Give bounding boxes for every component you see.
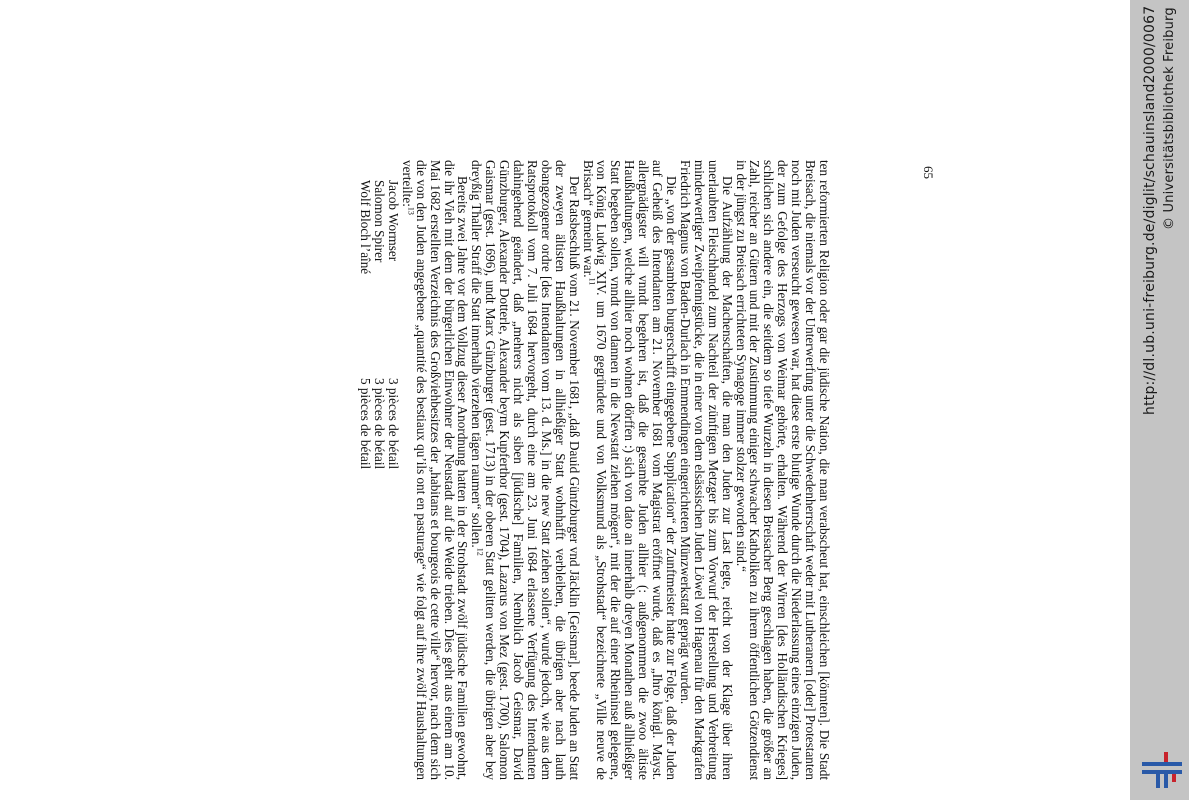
page-number: 65 <box>921 166 936 179</box>
paragraph-5-text: Bereits zwei Jahre vor dem Vollzug dieser Anordnung hatten in der Strohstadt zwölf jüdische Familien gewohnt, die ihr Vieh mit dem der bürgerlichen Einwohner der Neustadt auf die Weide trieben. Dies geht aus einem am 10. Mai 1682 erstellten Verzeichnis des Großviehbesitzes der „habitans et bourgeois de cette ville“ hervor, nach dem sich die von den Juden angegebene „quantité des bestiaux qu’ils ont en pasturage“ wie folgt auf ihre zwölf Haushaltungen verteilte: <box>399 160 471 780</box>
livestock-row <box>386 160 400 780</box>
livestock-count: 5 pièces de bétail <box>358 378 374 470</box>
footnote-ref-13: 13 <box>406 206 416 215</box>
paragraph-4 <box>469 160 580 780</box>
livestock-owner: Jacob Wormser <box>385 180 401 262</box>
paragraph-1 <box>734 160 831 780</box>
livestock-owner: Wolf Bloch l’aîné <box>358 180 374 275</box>
document-url-link[interactable]: http://dl.ub.uni-freiburg.de/diglit/schauinsland2000/0067 <box>1142 5 1158 415</box>
ub-freiburg-logo-icon[interactable] <box>1140 748 1184 792</box>
livestock-count: 3 pièces de bétail <box>372 378 387 470</box>
footnote-ref-11: 11 <box>586 277 596 286</box>
livestock-row <box>372 160 386 780</box>
footnote-ref-12: 12 <box>475 547 485 556</box>
paragraph-3-text: Die „von der gesambten burgerschafft eingegebene Supplication“ der Zunftmeister hatte zur Folge, daß der Juden auf Geheiß des Intendanten am 21. November 1681 vom Magistrat eröffnet wurde, daß es „Ihro königl. Mayst. allergnädigster will vnndt begehren ist, daß die gesambte Juden allhier (: außgenommen die zwoo ältiste Haußhaltungen, welche allhier noch wohnen dörffen :) sich von dato an innerhalb dreyen Monathen auß allhießiger Statt begeben sollen, vnndt von dannen in die Newstatt ziehen mögen“, mit der die auf einer Rheininsel gelegene, von König Ludwig XIV. um 1670 gegründete und von Volksmund als „Strohstadt“ bezeichnete „Ville neuve de Brisach“ gemeint war. <box>580 160 680 780</box>
sidebar-text <box>1130 0 1189 800</box>
paragraph-3 <box>581 160 678 780</box>
paragraph-5 <box>400 160 470 780</box>
page-text-body <box>186 160 831 780</box>
paragraph-2-text: Die Aufzählung der Machenschaften, die man den Juden zur Last legte, reicht von der Klage über ihren unerlaubten Fleischhandel zum Nachteil der zünftigen Metzger bis zum Vorwurf der Herstellung und Verbreitung minderwertiger Zweipfennigstücke, die in einer von dem elsässischen Juden Löwel von Hagenau für den Markgrafen Friedrich Magnus von Baden-Durlach in Emmendingen eingerichteten Münzwerkstatt geprägt wurden. <box>677 160 735 780</box>
paragraph-2 <box>678 160 734 780</box>
paragraph-4-text: Der Ratsbeschluß vom 21. November 1681, „daß Dauid Güntzburger vnd Jäcklin [Geismar], beede Juden an Statt der zweyen ältisten Haußhaltungen in allhießiger Statt wohnhafft verbleiben, die übrigen aber nach lauth obangezogener ordre [des Intendanten vom 13. d. Ms.] in die new Statt ziehen sollen“, wurde jedoch, wie aus dem Ratsprotokoll vom 7. Juli 1684 hervorgeht, durch eine am 23. Juni 1684 erlassene Verfügung des Intendanten dahingehend geändert, daß „mehrers nicht als siben [jüdische] Familien, Nemblich Jacob Geismar, David Günzburger, Alexander Dotterle, Alexander beym Kupferthor (gest. 1704), Lazarus von Mez (gest. 1700), Salomon Gaismar (gest. 1696), undt Marx Günzburger (gest. 1713) in der oberen Statt gelitten werden, die übrigen aber bey dreyßig Thaller Straff die Statt innerhalb vierzehen tägen raumen“ sollen. <box>469 160 582 780</box>
livestock-row <box>358 160 372 780</box>
copyright-notice: © Universitätsbibliothek Freiburg <box>1162 7 1177 230</box>
viewer-sidebar <box>1130 0 1189 800</box>
livestock-owner: Salomon Spirer <box>372 180 387 263</box>
livestock-count: 3 pièces de bétail <box>385 378 401 470</box>
paragraph-1-text: ten reformierten Religion oder gar die jüdische Nation, die man verabscheut hat, einschleichen [könnten]. Die Stadt Breisach, die niemals vor der Unterwerfung unter die Schwedenherrschaft weder mit Lutheranern [oder] Protestanten noch mit Juden verseucht gewesen war, hat diese erste blutige Wunde durch die Niederlassung eines einzigen Juden, der zum Gefolge des Herzogs von Weimar gehörte, erhalten. Während der Wirren [des Holländischen Krieges] schlichen sich andere ein, die seitdem so tiefe Wurzeln in diesen Breisacher Berg geschlagen haben, die größer an Zahl, reicher an Gütern und mit der Zustimmung einiger schwacher Katholiken zu ihrem öffentlichen Götzendienst in der jüngst zu Breisach errichteten Synagoge immer stolzer geworden sind.“ <box>733 160 832 780</box>
